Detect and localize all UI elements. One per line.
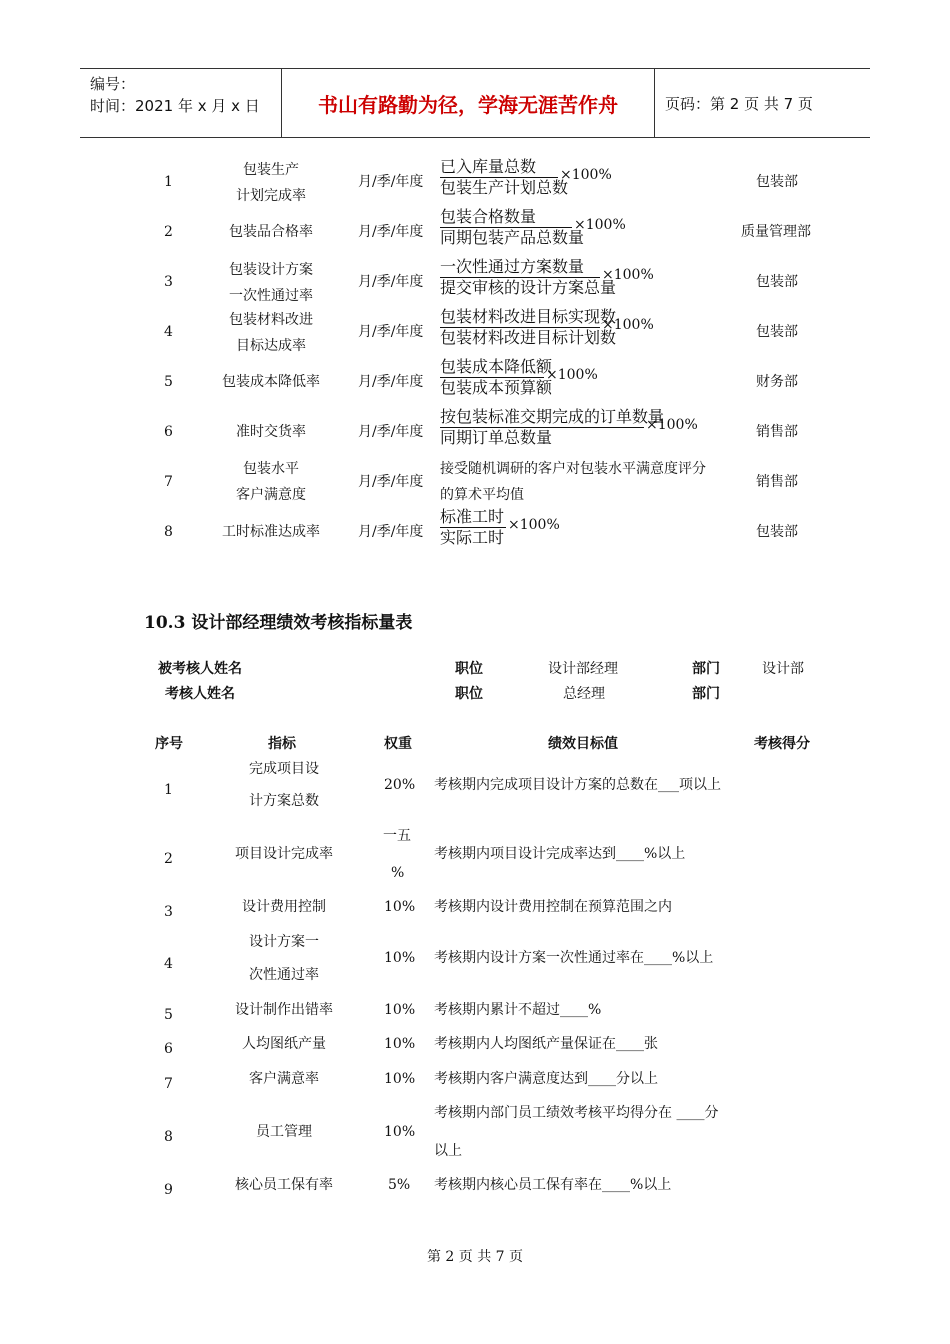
weight: 一五 xyxy=(383,828,411,844)
target-value: 考核期内人均图纸产量保证在____张 xyxy=(434,1036,658,1052)
row-number: 2 xyxy=(164,851,173,867)
indicator-name: 项目设计完成率 xyxy=(235,846,333,862)
weight: 10% xyxy=(384,899,416,915)
weight: % xyxy=(391,865,405,881)
row-number: 3 xyxy=(164,904,173,920)
target-value: 考核期内核心员工保有率在____%以上 xyxy=(434,1177,672,1193)
indicator-name: 计方案总数 xyxy=(249,793,319,809)
row-number: 6 xyxy=(164,424,173,440)
time-label: 时间：2021 年 x 月 x 日 xyxy=(90,97,260,115)
formula-numerator: 按包装标准交期完成的订单数量 xyxy=(440,407,665,426)
indicator-description: 接受随机调研的客户对包装水平满意度评分 xyxy=(440,461,706,477)
period: 月/季/年度 xyxy=(358,224,424,240)
indicator-name: 包装生产 xyxy=(243,162,299,178)
formula xyxy=(440,357,598,398)
formula xyxy=(440,257,654,298)
formula-denominator: 同期包装产品总数量 xyxy=(440,228,585,247)
indicator-name: 设计方案一 xyxy=(249,934,319,950)
indicator-name: 员工管理 xyxy=(256,1124,312,1140)
header-score: 考核得分 xyxy=(754,736,810,752)
indicator-name: 完成项目设 xyxy=(249,761,319,777)
target-value: 考核期内设计费用控制在预算范围之内 xyxy=(434,899,672,915)
target-value: 考核期内设计方案一次性通过率在____%以上 xyxy=(434,950,714,966)
row-number: 5 xyxy=(164,374,173,390)
department: 包装部 xyxy=(756,274,798,290)
dept-label: 部门 xyxy=(692,686,720,702)
formula-multiplier: ×100% xyxy=(508,517,560,533)
formula-numerator: 已入库量总数 xyxy=(440,157,537,176)
indicator-description: 的算术平均值 xyxy=(440,487,524,503)
period: 月/季/年度 xyxy=(358,374,424,390)
weight: 10% xyxy=(384,1002,416,1018)
indicator-name: 次性通过率 xyxy=(249,967,319,983)
header-target: 绩效目标值 xyxy=(548,736,618,752)
formula-denominator: 包装生产计划总数 xyxy=(440,178,569,197)
department: 销售部 xyxy=(756,424,798,440)
weight: 10% xyxy=(384,950,416,966)
indicator-name: 设计制作出错率 xyxy=(235,1002,333,1018)
target-value: 考核期内累计不超过____% xyxy=(434,1002,602,1018)
formula-numerator: 标准工时 xyxy=(440,507,505,526)
row-number: 8 xyxy=(164,524,173,540)
formula-numerator: 一次性通过方案数量 xyxy=(440,257,585,276)
formula-denominator: 包装成本预算额 xyxy=(440,378,553,397)
indicator-name: 计划完成率 xyxy=(236,188,306,204)
department: 销售部 xyxy=(756,474,798,490)
formula xyxy=(440,407,698,448)
formula-denominator: 包装材料改进目标计划数 xyxy=(440,328,617,347)
period: 月/季/年度 xyxy=(358,174,424,190)
row-number: 1 xyxy=(164,174,173,190)
target-value: 考核期内完成项目设计方案的总数在___项以上 xyxy=(434,777,721,793)
formula-multiplier: ×100% xyxy=(602,267,654,283)
indicator-name: 准时交货率 xyxy=(236,424,306,440)
department: 包装部 xyxy=(756,324,798,340)
formula-multiplier: ×100% xyxy=(646,417,698,433)
formula xyxy=(440,157,612,198)
indicator-name: 目标达成率 xyxy=(236,338,306,354)
formula-denominator: 提交审核的设计方案总量 xyxy=(440,278,617,297)
indicator-name: 客户满意度 xyxy=(236,487,306,503)
page-header xyxy=(80,68,870,138)
weight: 10% xyxy=(384,1124,416,1140)
department: 包装部 xyxy=(756,524,798,540)
formula xyxy=(440,207,626,248)
row-number: 4 xyxy=(164,324,173,340)
assessor-position: 总经理 xyxy=(563,686,605,702)
header-indicator: 指标 xyxy=(268,736,296,752)
indicator-name: 人均图纸产量 xyxy=(242,1036,326,1052)
indicator-name: 核心员工保有率 xyxy=(235,1177,333,1193)
row-number: 6 xyxy=(164,1041,173,1057)
row-number: 3 xyxy=(164,274,173,290)
weight: 10% xyxy=(384,1036,416,1052)
indicator-name: 包装材料改进 xyxy=(229,312,313,328)
period: 月/季/年度 xyxy=(358,524,424,540)
formula-multiplier: ×100% xyxy=(602,317,654,333)
row-number: 8 xyxy=(164,1129,173,1145)
row-number: 7 xyxy=(164,474,173,490)
assessee-dept: 设计部 xyxy=(762,661,804,677)
formula-denominator: 实际工时 xyxy=(440,528,505,547)
period: 月/季/年度 xyxy=(358,474,424,490)
formula xyxy=(440,307,654,348)
formula-multiplier: ×100% xyxy=(574,217,626,233)
formula-multiplier: ×100% xyxy=(560,167,612,183)
formula xyxy=(440,507,560,548)
header-page-label: 页码：第 2 页 共 7 页 xyxy=(665,95,813,113)
header-weight: 权重 xyxy=(384,736,412,752)
period: 月/季/年度 xyxy=(358,324,424,340)
indicator-name: 工时标准达成率 xyxy=(222,524,320,540)
header-motto: 书山有路勤为径，学海无涯苦作舟 xyxy=(318,93,618,117)
weight: 5% xyxy=(388,1177,411,1193)
target-value: 考核期内部门员工绩效考核平均得分在 ____分 xyxy=(434,1105,719,1121)
formula-numerator: 包装合格数量 xyxy=(440,207,537,226)
row-number: 9 xyxy=(164,1182,173,1198)
indicator-name: 包装水平 xyxy=(243,461,299,477)
department: 财务部 xyxy=(756,374,798,390)
formula-denominator: 同期订单总数量 xyxy=(440,428,553,447)
indicator-name: 客户满意率 xyxy=(249,1071,319,1087)
number-label: 编号： xyxy=(90,75,136,93)
department: 包装部 xyxy=(756,174,798,190)
header-divider xyxy=(654,69,655,137)
dept-label: 部门 xyxy=(692,661,720,677)
header-no: 序号 xyxy=(155,736,183,752)
weight: 20% xyxy=(384,777,416,793)
header-meta xyxy=(90,73,260,117)
row-number: 5 xyxy=(164,1007,173,1023)
department: 质量管理部 xyxy=(741,224,811,240)
row-number: 1 xyxy=(164,782,173,798)
target-value: 考核期内项目设计完成率达到____%以上 xyxy=(434,846,686,862)
period: 月/季/年度 xyxy=(358,274,424,290)
row-number: 2 xyxy=(164,224,173,240)
weight: 10% xyxy=(384,1071,416,1087)
page-footer: 第 2 页 共 7 页 xyxy=(426,1249,524,1265)
section-title: 10.3 设计部经理绩效考核指标量表 xyxy=(144,613,413,633)
period: 月/季/年度 xyxy=(358,424,424,440)
indicator-name: 包装设计方案 xyxy=(229,262,313,278)
formula-multiplier: ×100% xyxy=(546,367,598,383)
row-number: 7 xyxy=(164,1076,173,1092)
indicator-name: 设计费用控制 xyxy=(242,899,326,915)
indicator-name: 包装品合格率 xyxy=(229,224,313,240)
position-label: 职位 xyxy=(455,686,483,702)
position-label: 职位 xyxy=(455,661,483,677)
formula-numerator: 包装成本降低额 xyxy=(440,357,553,376)
row-number: 4 xyxy=(164,956,173,972)
target-value: 考核期内客户满意度达到____分以上 xyxy=(434,1071,658,1087)
assessee-position: 设计部经理 xyxy=(548,661,618,677)
indicator-name: 一次性通过率 xyxy=(229,288,313,304)
indicator-name: 包装成本降低率 xyxy=(222,374,320,390)
assessor-label: 考核人姓名 xyxy=(165,686,235,702)
formula-numerator: 包装材料改进目标实现数 xyxy=(440,307,617,326)
assessee-label: 被考核人姓名 xyxy=(158,661,242,677)
target-value: 以上 xyxy=(434,1143,462,1159)
